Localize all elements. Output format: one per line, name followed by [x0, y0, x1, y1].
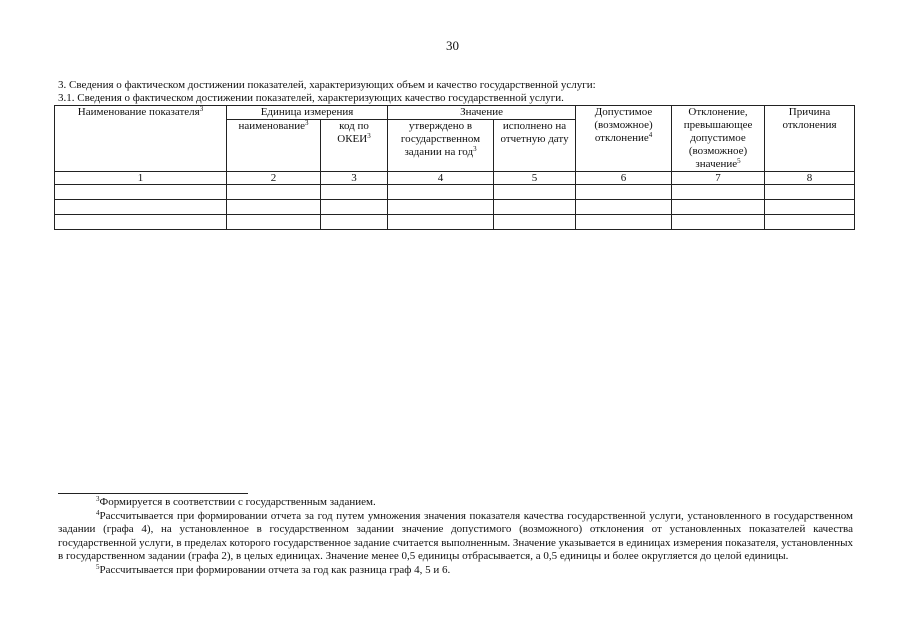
- column-number: 6: [576, 172, 672, 185]
- footnote-separator: [58, 493, 248, 494]
- table-cell: [576, 215, 672, 230]
- table-header-row: [55, 106, 855, 120]
- header-value-group: Значение: [388, 106, 576, 120]
- table-row: [55, 185, 855, 200]
- footnote-4: $^4$Рассчитывается при формировании отчета за год путем умножения значения показателя качества государственной услуги, установленного в государственном задании (графа 4), на установленное в государственном задании значение допустимого (возможного) отклонения от установленных показателей качества государственной услуги, в пределах которого государственное задание считается выполненным. Значение указывается в единицах измерения показателя, установленных в государственном задании (графа 2), в целых единицах. Значение менее 0,5 единицы отбрасывается, а 0,5 единицы и более округляется до целой единицы.: [58, 508, 853, 563]
- table-cell: [227, 215, 321, 230]
- table-cell: [672, 215, 765, 230]
- footnote-3: $^3$Формируется в соответствии с государственным заданием.: [96, 495, 376, 508]
- page-number: 30: [446, 38, 459, 53]
- table-row: [55, 215, 855, 230]
- table-cell: [321, 215, 388, 230]
- table-row: [55, 200, 855, 215]
- table-cell: [494, 200, 576, 215]
- footnote-5: $^5$Рассчитывается при формировании отчета за год как разница граф 4, 5 и 6.: [96, 562, 451, 576]
- header-okei-code: код по ОКЕИ$^3$: [321, 120, 388, 172]
- column-number: 1: [55, 172, 227, 185]
- table-cell: [672, 185, 765, 200]
- table-cell: [765, 185, 855, 200]
- table-cell: [576, 200, 672, 215]
- quality-indicators-table: [54, 105, 855, 230]
- column-number: 3: [321, 172, 388, 185]
- header-indicator-name: Наименование показателя$^3$: [55, 106, 227, 172]
- table-cell: [765, 215, 855, 230]
- table-cell: [227, 200, 321, 215]
- table-cell: [55, 200, 227, 215]
- table-cell: [576, 185, 672, 200]
- table-cell: [388, 185, 494, 200]
- column-number-row: [55, 172, 855, 185]
- table-cell: [494, 185, 576, 200]
- table-cell: [765, 200, 855, 215]
- table-cell: [321, 185, 388, 200]
- footnotes: [58, 496, 853, 578]
- section-heading: 3. Сведения о фактическом достижении показателей, характеризующих объем и качество государственной услуги:: [58, 79, 596, 91]
- header-excess-deviation: Отклонение, превышающее допустимое (возможное) значение$^5$: [672, 106, 765, 172]
- column-number: 7: [672, 172, 765, 185]
- column-number: 2: [227, 172, 321, 185]
- table-cell: [321, 200, 388, 215]
- column-number: 5: [494, 172, 576, 185]
- header-reason: Причина отклонения: [765, 106, 855, 172]
- table-cell: [55, 215, 227, 230]
- column-number: 8: [765, 172, 855, 185]
- header-fulfilled-value: исполнено на отчетную дату: [494, 120, 576, 172]
- table-cell: [55, 185, 227, 200]
- table-cell: [388, 215, 494, 230]
- header-unit-name: наименование$^3$: [227, 120, 321, 172]
- table-cell: [227, 185, 321, 200]
- table-cell: [388, 200, 494, 215]
- header-allowed-deviation: Допустимое (возможное) отклонение$^4$: [576, 106, 672, 172]
- table-cell: [672, 200, 765, 215]
- subsection-heading: 3.1. Сведения о фактическом достижении показателей, характеризующих качество государственной услуги.: [58, 92, 564, 104]
- table-cell: [494, 215, 576, 230]
- column-number: 4: [388, 172, 494, 185]
- header-unit-group: Единица измерения: [227, 106, 388, 120]
- header-approved-value: утверждено в государственном задании на год$^3$: [388, 120, 494, 172]
